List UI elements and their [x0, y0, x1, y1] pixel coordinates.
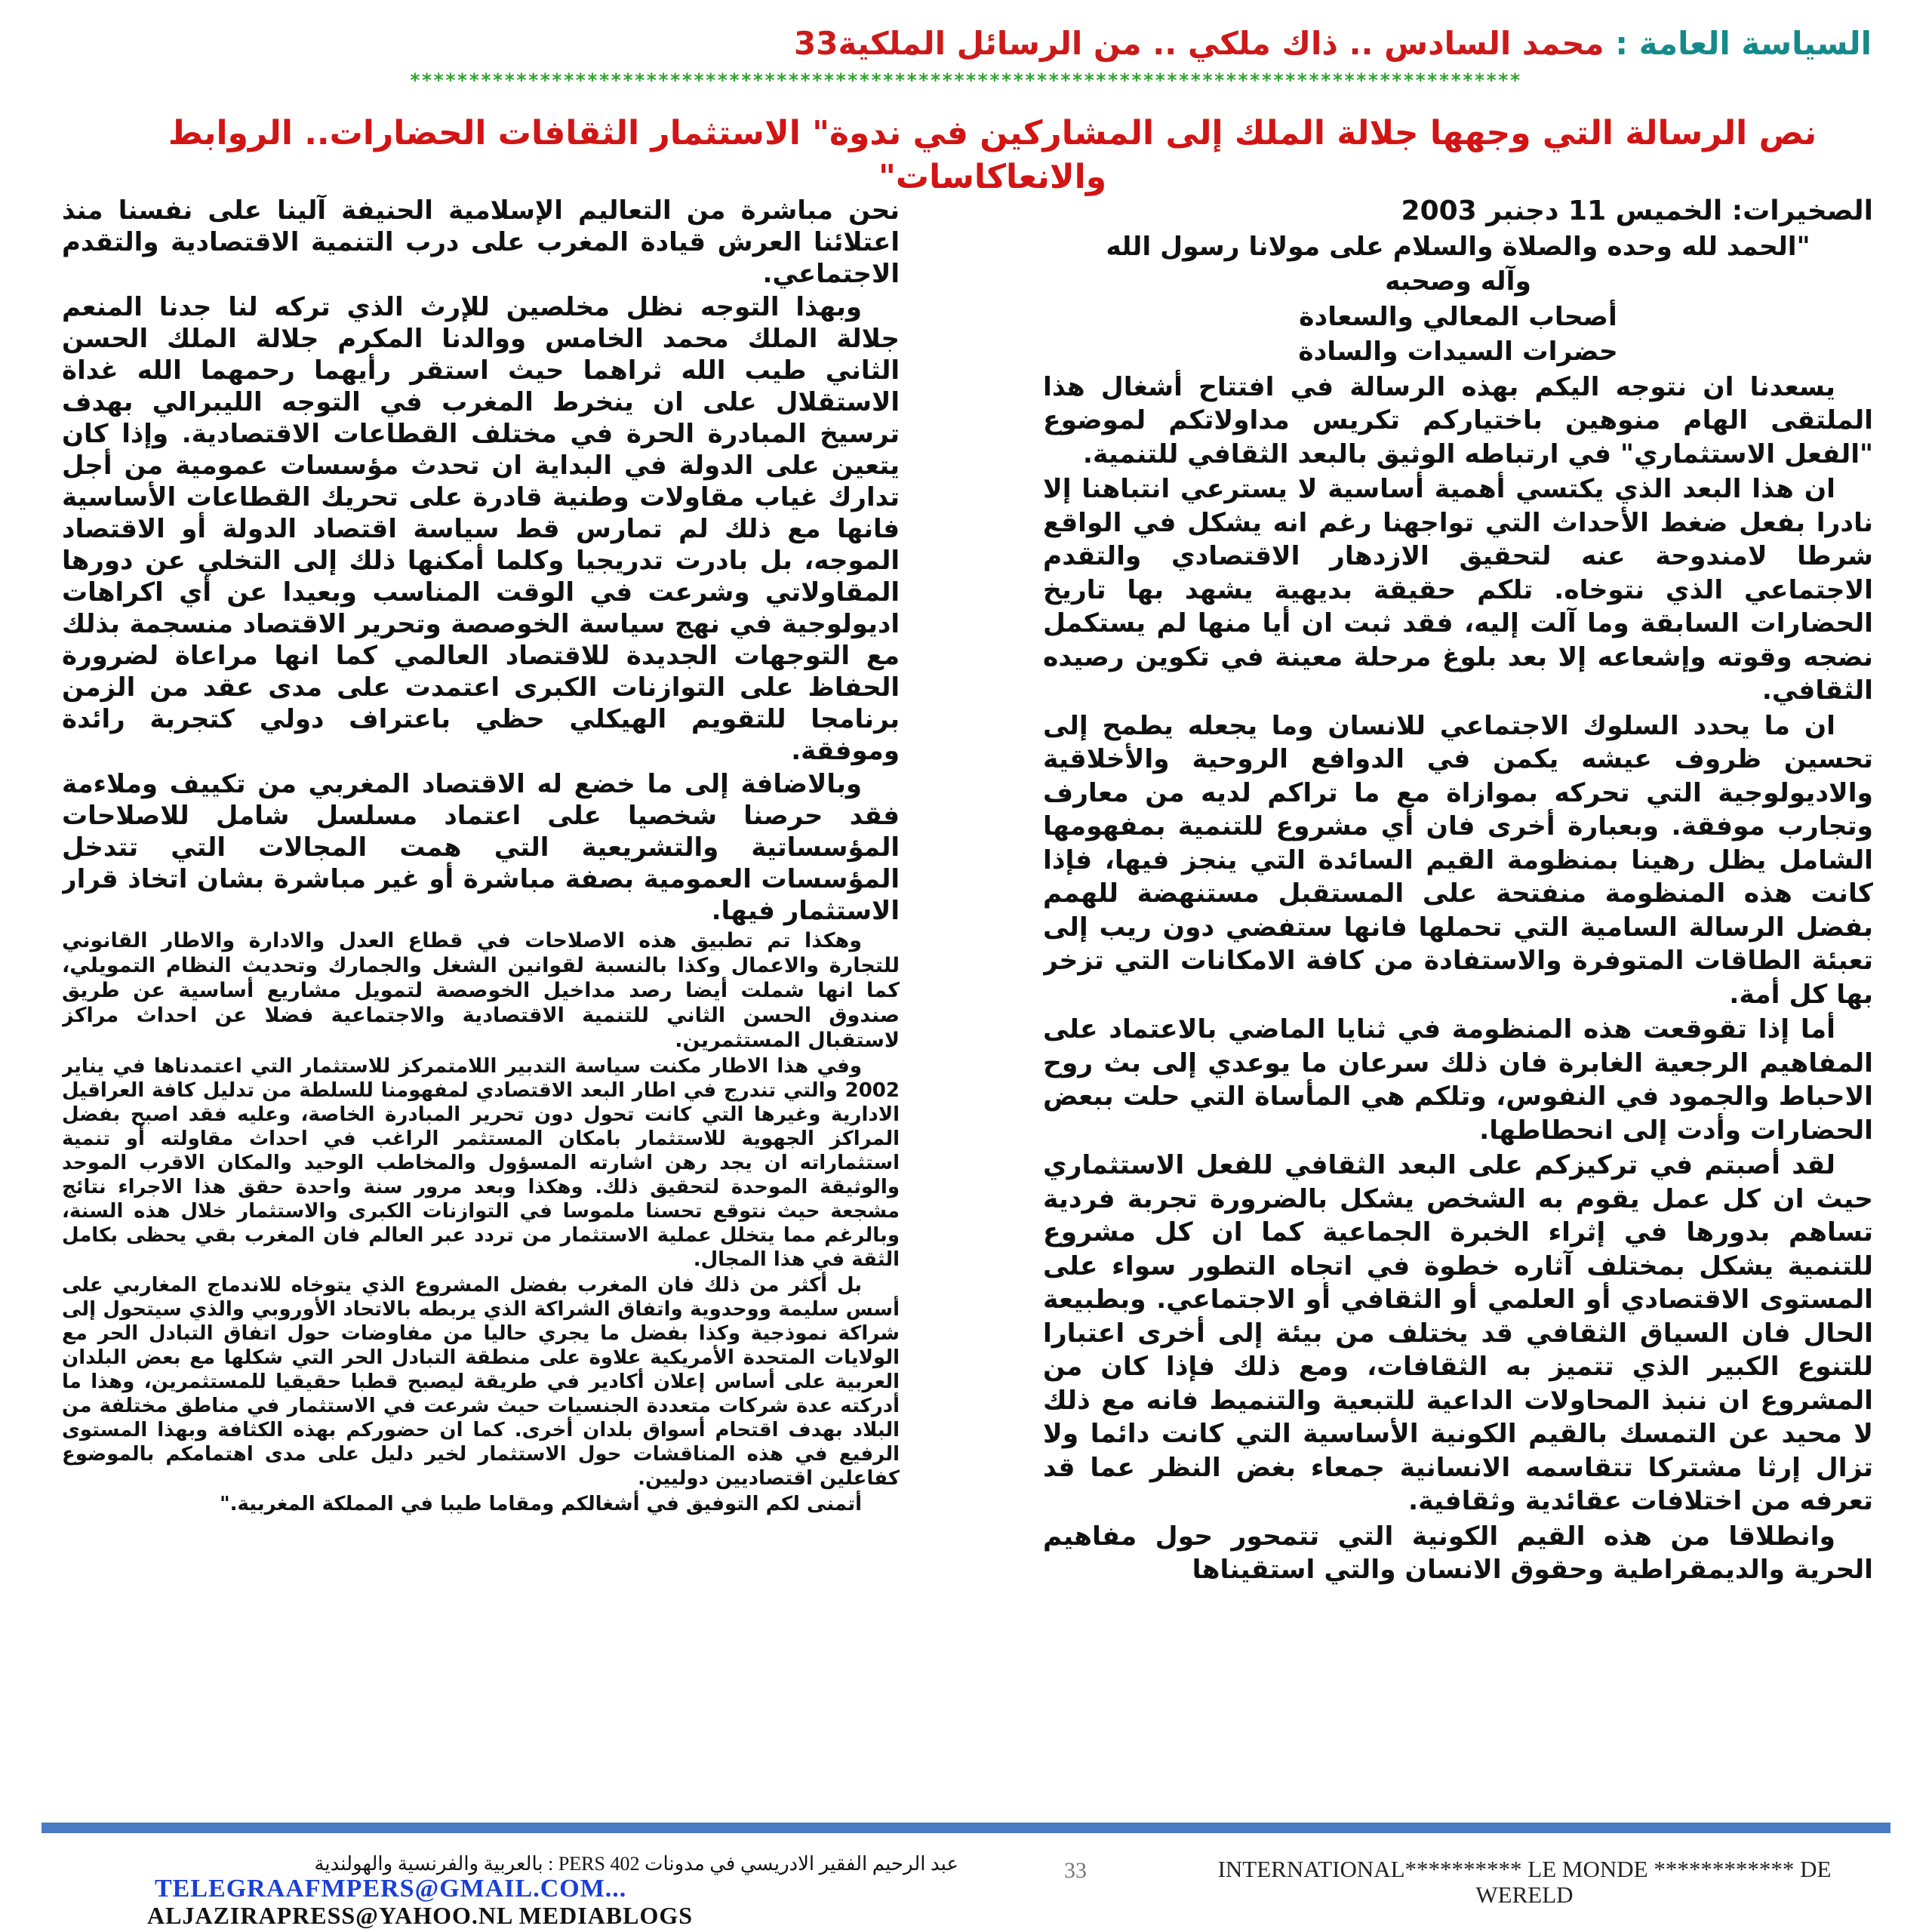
page-header [45, 21, 1872, 66]
page-number: 33 [1064, 1858, 1087, 1883]
paragraph: بل أكثر من ذلك فان المغرب بفضل المشروع الذي يتوخاه للاندماج المغاربي على أسس سليمة ووحدوية واتفاق الشراكة الذي يربطه بالاتحاد الأوروبي والذي سيتحول إلى شراكة نموذجية وكذا بفضل ما يجري حاليا من مفاوضات حول اتفاق التبادل الحر مع الولايات المتحدة الأمريكية علاوة على منطقة التبادل الحر التي شكلها مع بعض البلدان العربية على أساس إعلان أكادير في طريقة ليصبح قطبا حقيقيا للمستثمرين، وهذا ما أدركته عدة شركات متعددة الجنسيات حيث شرعت في الاستثمار في مناطق مختلفة من البلاد بهدف اقتحام أسواق بلدان أخرى. كما ان حضوركم بهذه الكثافة وبهذا المستوى الرفيع في هذه المناقشات حول الاستثمار لخير دليل على مدى اهتمامكم بالموضوع كفاعلين اقتصاديين دوليين. [62, 1274, 900, 1490]
footer-brand: INTERNATIONAL********** LE MONDE ************ DE WERELD [1217, 1856, 1832, 1908]
opening-line-3: أصحاب المعالي والسعادة [1299, 301, 1617, 332]
footer-email-gmail[interactable]: TELEGRAAFMPERS@GMAIL.COM... [155, 1875, 627, 1903]
paragraph: أتمنى لكم التوفيق في أشغالكم ومقاما طيبا في المملكة المغربية." [220, 1493, 862, 1515]
page-footer [0, 1835, 1932, 1932]
footer-divider [42, 1823, 1890, 1833]
dateline: الصخيرات: الخميس 11 دجنبر 2003 [1401, 195, 1873, 226]
paragraph: يسعدنا ان نتوجه اليكم بهذه الرسالة في افتتاح أشغال هذا الملتقى الهام منوهين باختياركم تكريس مداولاتكم لموضوع "الفعل الاستثماري" في ارتباطه الوثيق بالبعد الثقافي للتنمية. [1043, 371, 1873, 469]
opening-line-1: "الحمد لله وحده والصلاة والسلام على مولانا رسول الله [1106, 231, 1810, 262]
paragraph: وفي هذا الاطار مكنت سياسة التدبير اللامتمركز للاستثمار التي اعتمدناها في يناير 2002 والتي تندرج في اطار البعد الاقتصادي لمفهومنا للسلطة من تدليل كافة العراقيل الادارية وغيرها التي كانت تحول دون تحرير المبادرة الخاصة، وعليه فقد اصبح بفضل المراكز الجهوية للاستثمار بامكان المستثمر الراغب في احداث مقاولته أو تنمية استثماراته ان يجد رهن اشارته المسؤول والمخاطب الوحيد والمكان الاقرب الموحد والوثيقة الموحدة لتحقيق ذلك. وهكذا وبعد مرور سنة واحدة حقق هذا الاجراء نتائج مشجعة حيث نتوقع تحسنا ملموسا في التوازنات الكبرى والاستثمار خلال هذه السنة، وبالرغم مما يتخلل عملية الاستثمار من تردد عبر العالم فان المغرب بقي يحظى بكامل الثقة في هذا المجال. [62, 1055, 900, 1271]
right-column [1043, 195, 1873, 1821]
paragraph: ان هذا البعد الذي يكتسي أهمية أساسية لا يسترعي انتباهنا إلا نادرا بفعل ضغط الأحداث التي تواجهنا رغم انه يشكل في الواقع شرطا لامندوحة عنه لتحقيق الازدهار الاقتصادي والتقدم الاجتماعي الذي نتوخاه. تلكم حقيقة بديهية يشهد بها تاريخ الحضارات السابقة وما آلت إليه، فقد ثبت ان أيا منها لم يستكمل نضجه وقوته وإشعاعه إلا بعد بلوغ مرحلة معينة في تكوين رصيده الثقافي. [1043, 474, 1873, 706]
paragraph: لقد أصبتم في تركيزكم على البعد الثقافي للفعل الاستثماري حيث ان كل عمل يقوم به الشخص يشكل بالضرورة تجربة فردية تساهم بدورها في إثراء الخبرة الجماعية كما ان كل مشروع للتنمية يشكل بمختلف آثاره خطوة في اتجاه التطور سواء على المستوى الاقتصادي أو العلمي أو الثقافي أو الاجتماعي. وبطبيعة الحال فان السياق الثقافي قد يختلف من بيئة إلى أخرى اعتبارا للتنوع الكبير الذي تتميز به الثقافات، ومع ذلك فإذا كان من المشروع ان ننبذ المحاولات الداعية للتبعية والتنميط فانه مع ذلك لا محيد عن التمسك بالقيم الكونية الأساسية التي كانت دائما ولا تزال إرثا مشتركا تتقاسمه الانسانية جمعاء بغض النظر عما قد تعرفه من اختلافات عقائدية وثقافية. [1043, 1150, 1873, 1516]
header-section-label: السياسة العامة : [1604, 25, 1872, 62]
footer-author [151, 1852, 958, 1876]
paragraph: وهكذا تم تطبيق هذه الاصلاحات في قطاع العدل والادارة والاطار القانوني للتجارة والاعمال وكذا بالنسبة لقوانين الشغل والجمارك وتحديث النظام التمويلي، كما انها شملت أيضا رصد مداخيل الخوصصة لتمويل مشاريع أساسية عن طريق صندوق الحسن الثاني للتنمية الاقتصادية والاجتماعية فضلا عن احداث مراكز لاستقبال المستثمرين. [62, 929, 900, 1052]
paragraph: أما إذا تقوقعت هذه المنظومة في ثنايا الماضي بالاعتماد على المفاهيم الرجعية الغابرة فان ذلك سرعان ما يوعدي إلى بث روح الاحباط والجمود في النفوس، وتلكم هي المأساة التي حلت ببعض الحضارات وأدت إلى انحطاطها. [1043, 1014, 1873, 1146]
footer-email-yahoo[interactable]: ALJAZIRAPRESS@YAHOO.NL MEDIABLOGS [147, 1902, 694, 1929]
footer-author-line: عبد الرحيم الفقير الادريسي في مدونات PERS 402 : بالعربية والفرنسية والهولندية [314, 1853, 958, 1875]
paragraph: وبالاضافة إلى ما خضع له الاقتصاد المغربي من تكييف وملاءمة فقد حرصنا شخصيا على اعتماد مسلسل شامل للاصلاحات المؤسساتية والتشريعية التي همت المجالات التي تتدخل المؤسسات العمومية بصفة مباشرة أو غير مباشرة بشان اتخاذ قرار الاستثمار فيها. [62, 769, 900, 926]
paragraph: نحن مباشرة من التعاليم الإسلامية الحنيفة آلينا على نفسنا منذ اعتلائنا العرش قيادة المغرب على درب التنمية الاقتصادية والتقدم الاجتماعي. [62, 195, 900, 289]
opening-line-2: وآله وصحبه [1385, 266, 1531, 297]
article-title: نص الرسالة التي وجهها جلالة الملك إلى المشاركين في ندوة" الاستثمار الثقافات الحضارات.. الروابط والانعاكاسات" [168, 114, 1817, 196]
left-column [62, 195, 900, 1821]
star-divider: ********************************************************************************************** [410, 69, 1522, 91]
opening-line-4: حضرات السيدات والسادة [1298, 337, 1618, 367]
paragraph: وانطلاقا من هذه القيم الكونية التي تتمحور حول مفاهيم الحرية والديمقراطية وحقوق الانسان والتي استقيناها [1043, 1521, 1873, 1585]
paragraph: وبهذا التوجه نظل مخلصين للإرث الذي تركه لنا جدنا المنعم جلالة الملك محمد الخامس ووالدنا المكرم جلالة الملك الحسن الثاني طيب الله ثراهما حيث استقر رأيهما رحمهما الله غداة الاستقلال على ان ينخرط المغرب في التوجه الليبرالي بهدف ترسيخ المبادرة الحرة في مختلف القطاعات الاقتصادية. وإذا كان يتعين على الدولة في البداية ان تحدث مؤسسات عمومية من أجل تدارك غياب مقاولات وطنية قادرة على تحريك القطاعات الأساسية فانها مع ذلك لم تمارس قط سياسة اقتصاد الدولة أو الاقتصاد الموجه، بل بادرت تدريجيا وكلما أمكنها ذلك إلى التخلي عن دورها المقاولاتي وشرعت في الوقت المناسب وبعيدا عن أي اكراهات اديولوجية في نهج سياسة الخوصصة وتحرير الاقتصاد منسجمة بذلك مع التوجهات الجديدة للاقتصاد العالمي كما انها مراعاة لضرورة الحفاظ على التوازنات الكبرى اعتمدت على مدى عقد من الزمن برنامجا للتقويم الهيكلي حظي باعتراف دولي كتجربة رائدة وموفقة. [62, 292, 900, 766]
header-series-title: محمد السادس .. ذاك ملكي .. من الرسائل الملكية33 [794, 25, 1604, 62]
paragraph: ان ما يحدد السلوك الاجتماعي للانسان وما يجعله يطمح إلى تحسين ظروف عيشه يكمن في الدوافع الروحية والأخلاقية والاديولوجية التي تحركه بموازاة مع ما تراكم لديه من معارف وتجارب موفقة. وبعبارة أخرى فان أي مشروع للتنمية بمفهومها الشامل يظل رهينا بمنظومة القيم السائدة التي ينجز فيها، فإذا كانت هذه المنظومة منفتحة على المستقبل مستنهضة للهمم بفضل الرسالة السامية التي تحملها فانها ستفضي دون ريب إلى تعبئة الطاقات المتوفرة والاستفادة من كافة الامكانات التي تزخر بها كل أمة. [1043, 710, 1873, 1010]
